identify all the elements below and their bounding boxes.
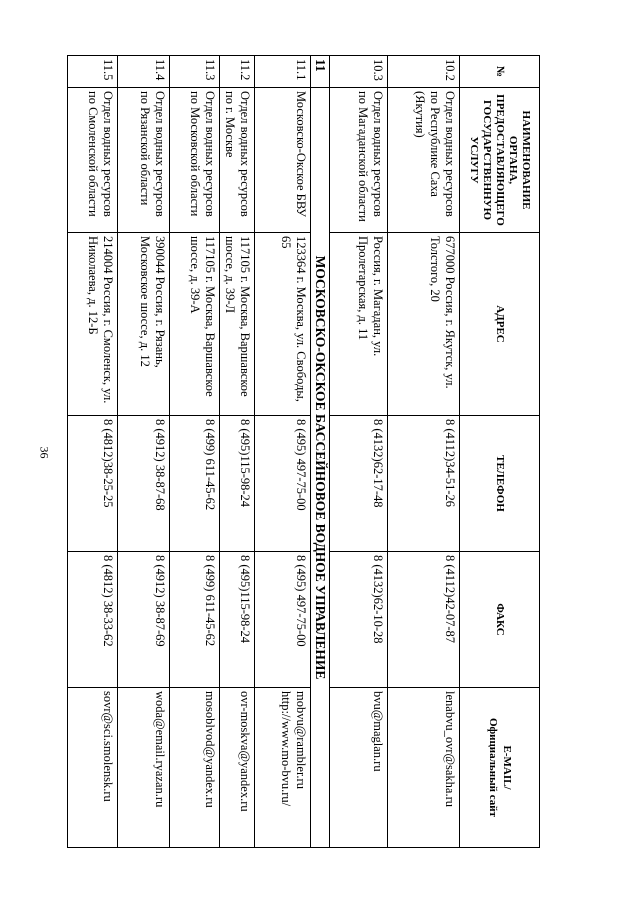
cell-name: Отдел водных ресурсов по г. Москве	[219, 88, 254, 233]
cell-phone: 8 (4912) 38-87-68	[117, 416, 169, 552]
header-fax: ФАКС	[460, 552, 540, 688]
cell-num: 11.2	[219, 56, 254, 88]
cell-address: Россия, г. Магадан, ул. Пролетарская, д. 11	[330, 233, 388, 416]
cell-name: Отдел водных ресурсов по Рязанской области	[117, 88, 169, 233]
section-num: 11	[310, 56, 329, 88]
cell-email: ovr-moskva@yandex.ru	[219, 688, 254, 848]
header-email-sub: Официальный сайт	[487, 717, 500, 818]
table-row	[67, 56, 117, 848]
cell-fax: 8 (499) 611-45-62	[169, 552, 219, 688]
header-name: НАИМЕНОВАНИЕ ОРГАНА, ПРЕДОСТАВЛЯЮЩЕГО ГОСУДАРСТВЕННУЮ УСЛУГУ	[460, 88, 540, 233]
cell-email: mosoblvod@yandex.ru	[169, 688, 219, 848]
cell-name: Отдел водных ресурсов по Смоленской области	[67, 88, 117, 233]
cell-name: Московско-Окское БВУ	[254, 88, 310, 233]
cell-num: 11.4	[117, 56, 169, 88]
cell-num: 11.5	[67, 56, 117, 88]
table-row	[219, 56, 254, 848]
cell-name: Отдел водных ресурсов по Республике Саха (Якутия)	[388, 88, 460, 233]
table-row	[169, 56, 219, 848]
cell-address: 123364 г. Москва, ул. Свободы, 65	[254, 233, 310, 416]
cell-address: 390044 Россия, г. Рязань, Московское шоссе, д. 12	[117, 233, 169, 416]
cell-fax: 8 (4132)62-10-28	[330, 552, 388, 688]
rotated-table-container	[85, 55, 540, 847]
cell-fax: 8 (495) 497-75-00	[254, 552, 310, 688]
cell-phone: 8 (495)115-98-24	[219, 416, 254, 552]
header-address: АДРЕС	[460, 233, 540, 416]
cell-address: 214004 Россия, г. Смоленск, ул. Николаева, д. 12-Б	[67, 233, 117, 416]
table-row	[254, 56, 310, 848]
header-num: №	[460, 56, 540, 88]
header-row	[460, 56, 540, 848]
cell-address: 677000 Россия, г. Якутск, ул. Толстого, 20	[388, 233, 460, 416]
cell-num: 11.1	[254, 56, 310, 88]
header-phone: ТЕЛЕФОН	[460, 416, 540, 552]
page-number: 36	[37, 446, 52, 459]
section-row	[310, 56, 329, 848]
cell-phone: 8 (4112)34-51-26	[388, 416, 460, 552]
cell-fax: 8 (4112)42-07-87	[388, 552, 460, 688]
cell-fax: 8 (4912) 38-87-69	[117, 552, 169, 688]
cell-address: 117105 г. Москва, Варшавское шоссе, д. 39-А	[169, 233, 219, 416]
cell-num: 10.3	[330, 56, 388, 88]
header-email-label: E-MAIL/	[500, 745, 513, 790]
cell-email: woda@email.ryazan.ru	[117, 688, 169, 848]
cell-email: lenabvu_ovr@sakha.ru	[388, 688, 460, 848]
cell-email: sovr@sci.smolensk.ru	[67, 688, 117, 848]
cell-phone: 8 (4812)38-25-25	[67, 416, 117, 552]
cell-fax: 8 (495)115-98-24	[219, 552, 254, 688]
cell-num: 11.3	[169, 56, 219, 88]
cell-address: 117105 г. Москва, Варшавское шоссе, д. 39-Л	[219, 233, 254, 416]
table-row	[388, 56, 460, 848]
cell-name: Отдел водных ресурсов по Магаданской области	[330, 88, 388, 233]
cell-email: bvu@maglan.ru	[330, 688, 388, 848]
cell-num: 10.2	[388, 56, 460, 88]
table-row	[117, 56, 169, 848]
cell-name: Отдел водных ресурсов по Московской области	[169, 88, 219, 233]
cell-phone: 8 (499) 611-45-62	[169, 416, 219, 552]
section-title: МОСКОВСКО-ОКСКОЕ БАССЕЙНОВОЕ ВОДНОЕ УПРАВЛЕНИЕ	[310, 88, 329, 848]
cell-fax: 8 (4812) 38-33-62	[67, 552, 117, 688]
water-resources-table	[67, 55, 540, 848]
cell-phone: 8 (495) 497-75-00	[254, 416, 310, 552]
cell-email: mobvu@rambler.ru http://www.mo-bvu.ru/	[254, 688, 310, 848]
table-row	[330, 56, 388, 848]
header-email	[460, 688, 540, 848]
cell-phone: 8 (4132)62-17-48	[330, 416, 388, 552]
